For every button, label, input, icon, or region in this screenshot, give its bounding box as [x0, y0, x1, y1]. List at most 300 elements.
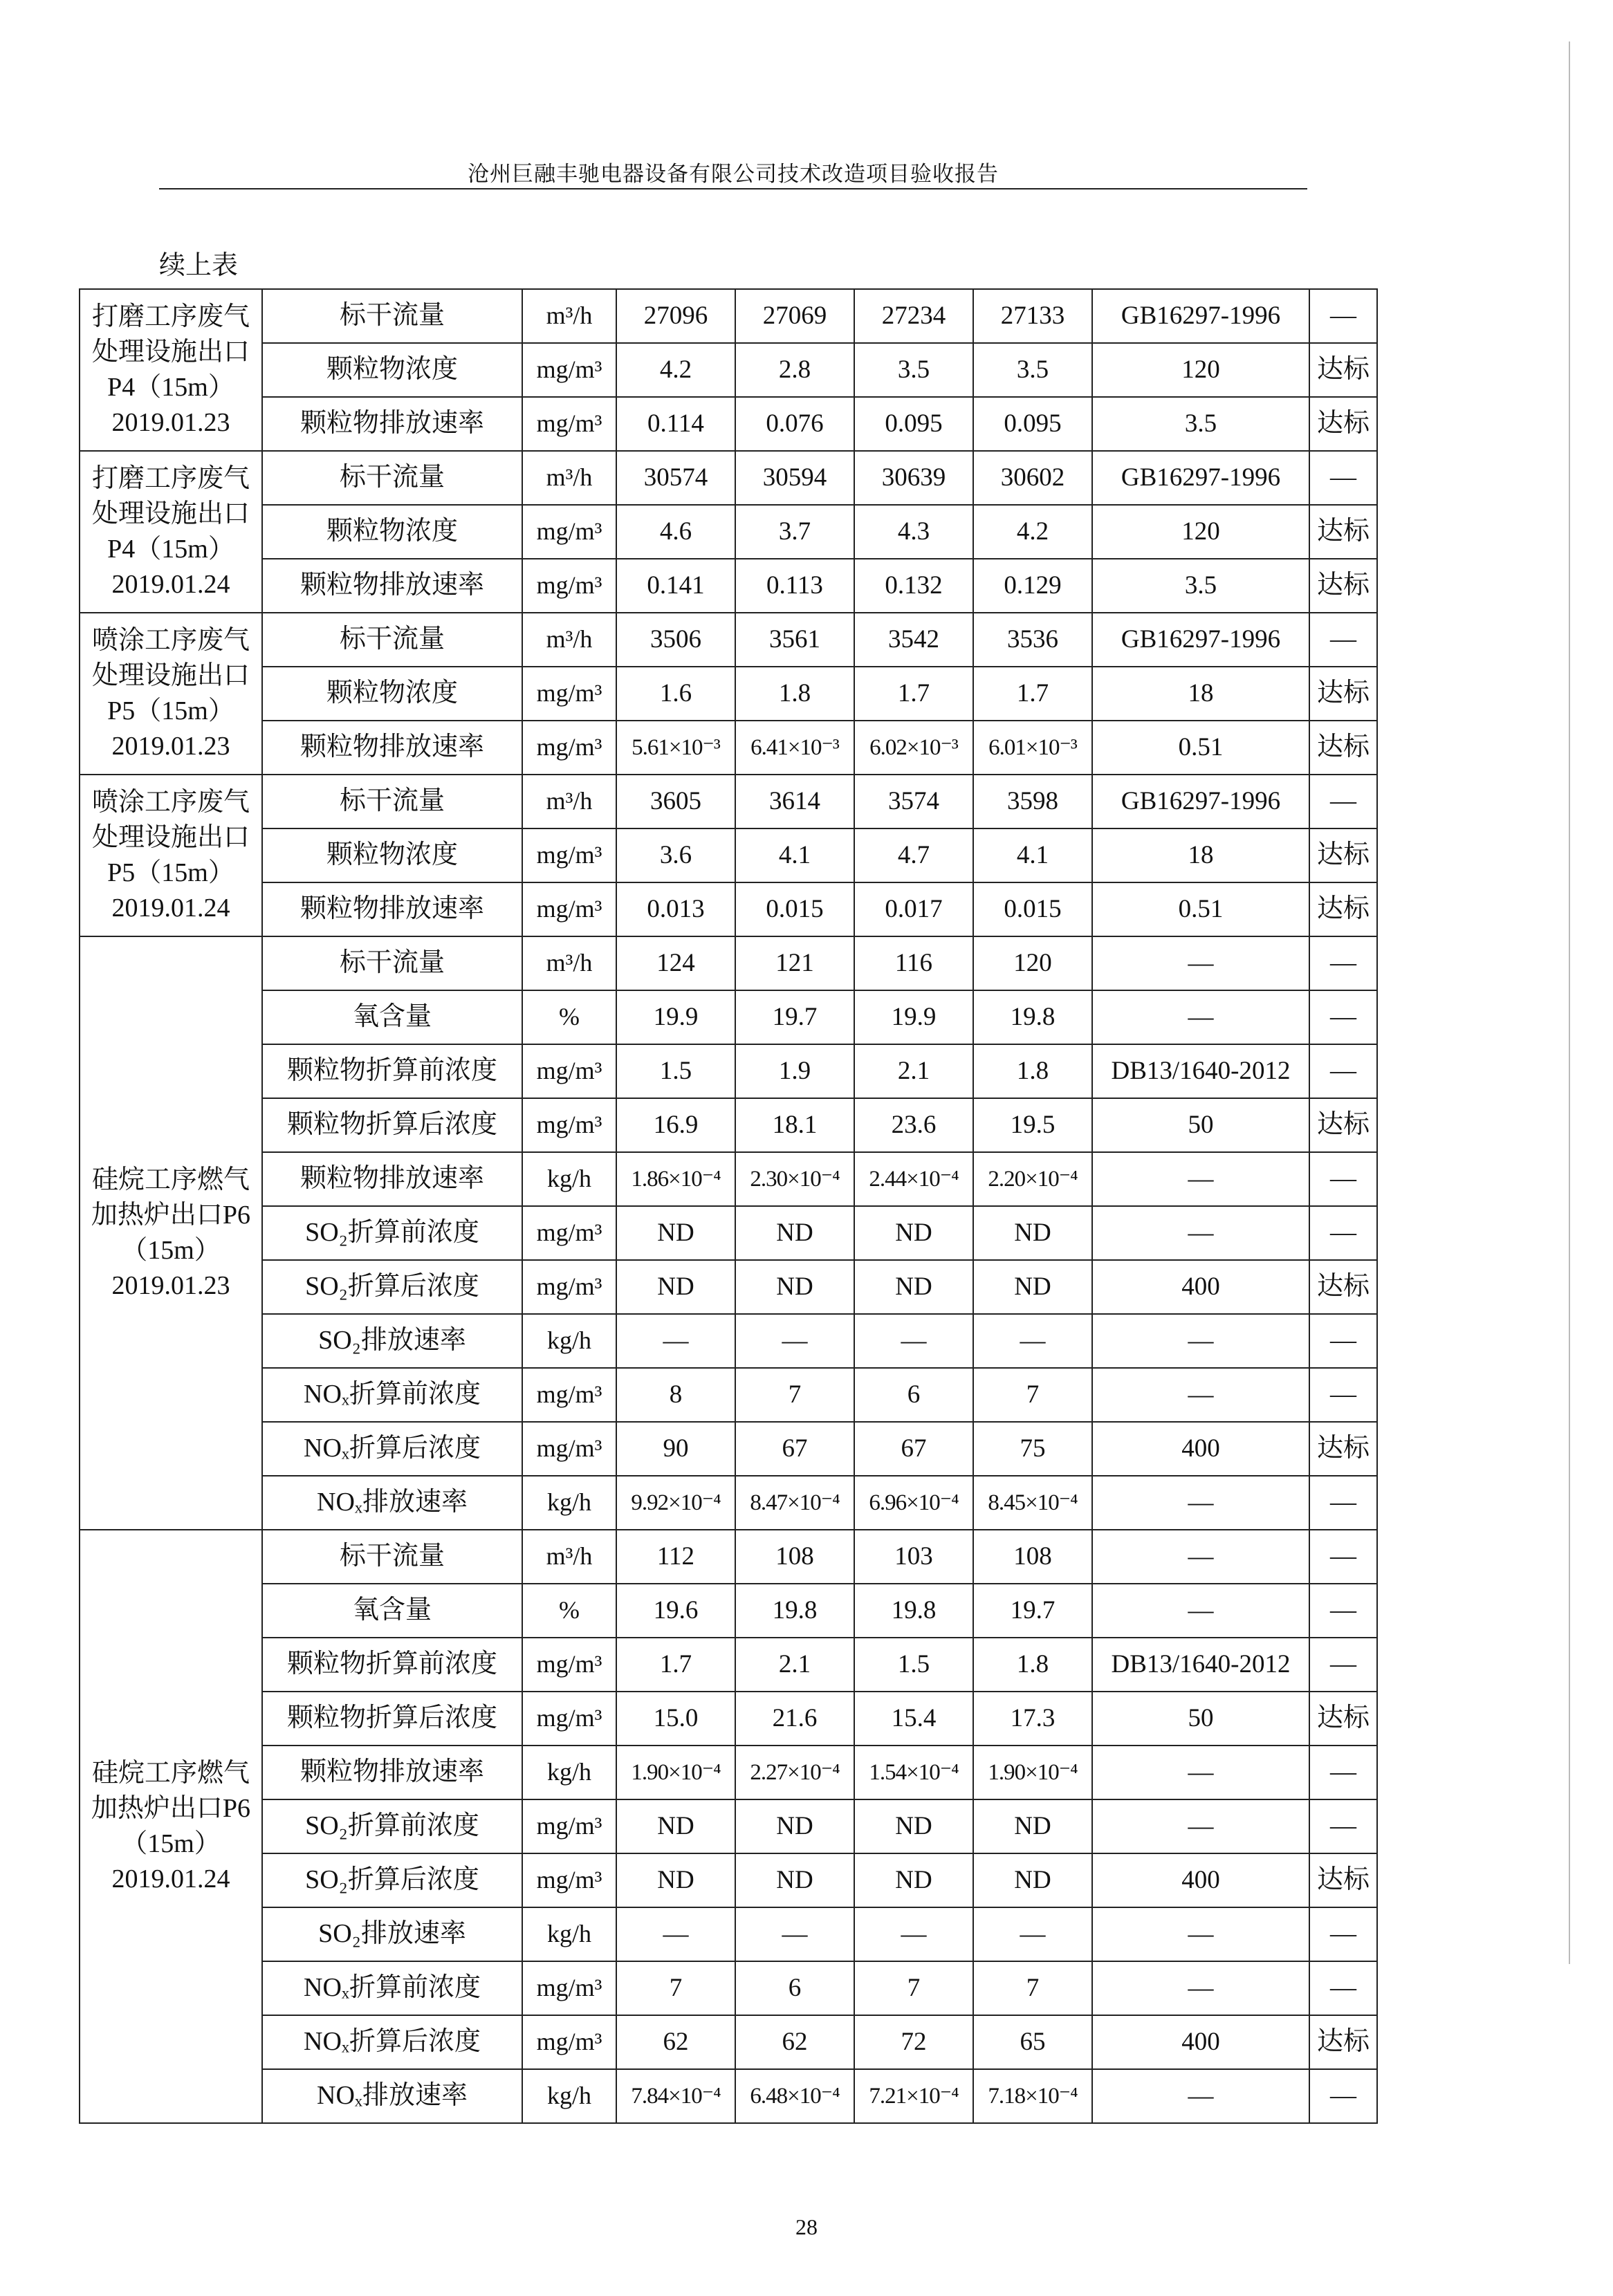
measured-value-cell: 18.1: [735, 1098, 854, 1152]
monitoring-item-cell: 颗粒物排放速率: [262, 1152, 522, 1206]
monitoring-location-cell: 硅烷工序燃气加热炉出口P6（15m）2019.01.24: [80, 1530, 262, 2123]
measured-value-cell: 7.84×10⁻⁴: [616, 2069, 735, 2123]
table-row: [80, 1961, 1377, 2015]
unit-cell: mg/m³: [522, 721, 616, 775]
measured-value-cell: ND: [973, 1260, 1092, 1314]
standard-limit-cell: GB16297-1996: [1092, 775, 1309, 828]
standard-limit-cell: —: [1092, 1206, 1309, 1260]
unit-cell: mg/m³: [522, 1422, 616, 1476]
measured-value-cell: 19.8: [854, 1584, 973, 1638]
table-row: [80, 1044, 1377, 1098]
table-row: [80, 775, 1377, 828]
measured-value-cell: 0.113: [735, 559, 854, 613]
measured-value-cell: ND: [735, 1799, 854, 1853]
unit-cell: kg/h: [522, 2069, 616, 2123]
standard-limit-cell: 50: [1092, 1098, 1309, 1152]
monitoring-item-cell: 颗粒物排放速率: [262, 882, 522, 936]
measured-value-cell: 0.013: [616, 882, 735, 936]
result-cell: —: [1309, 451, 1377, 505]
unit-cell: mg/m³: [522, 1638, 616, 1692]
measured-value-cell: ND: [973, 1799, 1092, 1853]
result-cell: 达标: [1309, 882, 1377, 936]
result-cell: 达标: [1309, 1098, 1377, 1152]
monitoring-item-cell: 氧含量: [262, 1584, 522, 1638]
standard-limit-cell: DB13/1640-2012: [1092, 1638, 1309, 1692]
monitoring-item-cell: SO₂排放速率: [262, 1907, 522, 1961]
measured-value-cell: 1.54×10⁻⁴: [854, 1746, 973, 1799]
table-row: [80, 1422, 1377, 1476]
monitoring-item-cell: 颗粒物排放速率: [262, 397, 522, 451]
monitoring-item-cell: NOₓ折算后浓度: [262, 1422, 522, 1476]
result-cell: —: [1309, 613, 1377, 667]
unit-cell: mg/m³: [522, 1044, 616, 1098]
table-row: [80, 2069, 1377, 2123]
measured-value-cell: 3.6: [616, 828, 735, 882]
measured-value-cell: 7.21×10⁻⁴: [854, 2069, 973, 2123]
result-cell: —: [1309, 990, 1377, 1044]
monitoring-item-cell: 颗粒物浓度: [262, 343, 522, 397]
monitoring-item-cell: SO₂折算后浓度: [262, 1853, 522, 1907]
measured-value-cell: 7.18×10⁻⁴: [973, 2069, 1092, 2123]
unit-cell: mg/m³: [522, 2015, 616, 2069]
measured-value-cell: 103: [854, 1530, 973, 1584]
measured-value-cell: 116: [854, 936, 973, 990]
table-row: [80, 990, 1377, 1044]
unit-cell: m³/h: [522, 451, 616, 505]
monitoring-item-cell: 颗粒物折算后浓度: [262, 1098, 522, 1152]
unit-cell: m³/h: [522, 1530, 616, 1584]
monitoring-item-cell: 颗粒物排放速率: [262, 1746, 522, 1799]
monitoring-item-cell: 标干流量: [262, 451, 522, 505]
standard-limit-cell: 120: [1092, 505, 1309, 559]
result-cell: —: [1309, 2069, 1377, 2123]
monitoring-item-cell: 标干流量: [262, 775, 522, 828]
measured-value-cell: ND: [973, 1853, 1092, 1907]
measured-value-cell: 7: [854, 1961, 973, 2015]
measured-value-cell: 0.095: [973, 397, 1092, 451]
measured-value-cell: 3574: [854, 775, 973, 828]
unit-cell: mg/m³: [522, 1799, 616, 1853]
monitoring-item-cell: SO₂排放速率: [262, 1314, 522, 1368]
measured-value-cell: 2.30×10⁻⁴: [735, 1152, 854, 1206]
measured-value-cell: 19.6: [616, 1584, 735, 1638]
measured-value-cell: 112: [616, 1530, 735, 1584]
result-cell: —: [1309, 936, 1377, 990]
measured-value-cell: ND: [735, 1260, 854, 1314]
measured-value-cell: 27234: [854, 289, 973, 343]
unit-cell: mg/m³: [522, 1368, 616, 1422]
result-cell: —: [1309, 1044, 1377, 1098]
monitoring-item-cell: NOₓ排放速率: [262, 2069, 522, 2123]
monitoring-item-cell: 氧含量: [262, 990, 522, 1044]
measured-value-cell: 6: [735, 1961, 854, 2015]
measured-value-cell: 3542: [854, 613, 973, 667]
measured-value-cell: 27096: [616, 289, 735, 343]
measured-value-cell: 1.5: [616, 1044, 735, 1098]
measured-value-cell: 65: [973, 2015, 1092, 2069]
measured-value-cell: 30594: [735, 451, 854, 505]
result-cell: 达标: [1309, 559, 1377, 613]
measured-value-cell: 19.5: [973, 1098, 1092, 1152]
standard-limit-cell: 400: [1092, 1853, 1309, 1907]
measured-value-cell: 15.0: [616, 1692, 735, 1746]
table-body: [80, 289, 1377, 2123]
result-cell: 达标: [1309, 828, 1377, 882]
measured-value-cell: 0.015: [973, 882, 1092, 936]
table-row: [80, 289, 1377, 343]
measured-value-cell: 4.6: [616, 505, 735, 559]
result-cell: —: [1309, 1638, 1377, 1692]
measured-value-cell: 0.141: [616, 559, 735, 613]
measured-value-cell: 2.27×10⁻⁴: [735, 1746, 854, 1799]
result-cell: 达标: [1309, 397, 1377, 451]
standard-limit-cell: GB16297-1996: [1092, 451, 1309, 505]
measured-value-cell: 4.3: [854, 505, 973, 559]
measured-value-cell: 3598: [973, 775, 1092, 828]
table-row: [80, 451, 1377, 505]
measured-value-cell: 3536: [973, 613, 1092, 667]
report-header-title: 沧州巨融丰驰电器设备有限公司技术改造项目验收报告: [468, 162, 999, 186]
measured-value-cell: 0.095: [854, 397, 973, 451]
standard-limit-cell: 400: [1092, 1260, 1309, 1314]
monitoring-item-cell: NOₓ折算后浓度: [262, 2015, 522, 2069]
table-row: [80, 1853, 1377, 1907]
result-cell: —: [1309, 1746, 1377, 1799]
standard-limit-cell: 120: [1092, 343, 1309, 397]
table-row: [80, 1530, 1377, 1584]
measured-value-cell: 19.8: [973, 990, 1092, 1044]
table-row: [80, 721, 1377, 775]
result-cell: 达标: [1309, 1260, 1377, 1314]
measured-value-cell: 8.47×10⁻⁴: [735, 1476, 854, 1530]
measured-value-cell: 1.90×10⁻⁴: [616, 1746, 735, 1799]
measured-value-cell: 1.7: [973, 667, 1092, 721]
monitoring-item-cell: SO₂折算前浓度: [262, 1206, 522, 1260]
measured-value-cell: —: [735, 1907, 854, 1961]
unit-cell: m³/h: [522, 936, 616, 990]
table-row: [80, 1692, 1377, 1746]
table-row: [80, 1638, 1377, 1692]
unit-cell: kg/h: [522, 1907, 616, 1961]
table-row: [80, 343, 1377, 397]
measured-value-cell: 8.45×10⁻⁴: [973, 1476, 1092, 1530]
measured-value-cell: 8: [616, 1368, 735, 1422]
measured-value-cell: 19.8: [735, 1584, 854, 1638]
measured-value-cell: 6.41×10⁻³: [735, 721, 854, 775]
monitoring-item-cell: 标干流量: [262, 289, 522, 343]
measured-value-cell: 30574: [616, 451, 735, 505]
measured-value-cell: ND: [616, 1853, 735, 1907]
measured-value-cell: 3.7: [735, 505, 854, 559]
monitoring-item-cell: SO₂折算前浓度: [262, 1799, 522, 1853]
measured-value-cell: 3.5: [973, 343, 1092, 397]
unit-cell: mg/m³: [522, 559, 616, 613]
measured-value-cell: 19.7: [973, 1584, 1092, 1638]
measured-value-cell: —: [616, 1314, 735, 1368]
result-cell: 达标: [1309, 343, 1377, 397]
measured-value-cell: —: [616, 1907, 735, 1961]
unit-cell: kg/h: [522, 1746, 616, 1799]
measured-value-cell: ND: [735, 1853, 854, 1907]
measured-value-cell: 0.132: [854, 559, 973, 613]
measured-value-cell: 120: [973, 936, 1092, 990]
monitoring-item-cell: 颗粒物排放速率: [262, 559, 522, 613]
standard-limit-cell: —: [1092, 936, 1309, 990]
unit-cell: kg/h: [522, 1476, 616, 1530]
table-continued-caption: 续上表: [159, 251, 239, 280]
measured-value-cell: 9.92×10⁻⁴: [616, 1476, 735, 1530]
measured-value-cell: 1.8: [973, 1638, 1092, 1692]
unit-cell: kg/h: [522, 1152, 616, 1206]
monitoring-item-cell: 颗粒物折算前浓度: [262, 1638, 522, 1692]
unit-cell: mg/m³: [522, 1961, 616, 2015]
standard-limit-cell: —: [1092, 1584, 1309, 1638]
result-cell: —: [1309, 1907, 1377, 1961]
table-row: [80, 1799, 1377, 1853]
unit-cell: m³/h: [522, 775, 616, 828]
measured-value-cell: 5.61×10⁻³: [616, 721, 735, 775]
measured-value-cell: 6.48×10⁻⁴: [735, 2069, 854, 2123]
monitoring-item-cell: 标干流量: [262, 1530, 522, 1584]
unit-cell: mg/m³: [522, 667, 616, 721]
measured-value-cell: 0.015: [735, 882, 854, 936]
result-cell: —: [1309, 1799, 1377, 1853]
measured-value-cell: 75: [973, 1422, 1092, 1476]
standard-limit-cell: 18: [1092, 828, 1309, 882]
monitoring-location-cell: 喷涂工序废气处理设施出口P5（15m）2019.01.24: [80, 775, 262, 936]
table-row: [80, 397, 1377, 451]
scan-margin-line: [1569, 41, 1570, 1964]
measured-value-cell: 7: [735, 1368, 854, 1422]
measured-value-cell: —: [854, 1314, 973, 1368]
measured-value-cell: 3561: [735, 613, 854, 667]
table-row: [80, 1206, 1377, 1260]
table-row: [80, 1746, 1377, 1799]
result-cell: 达标: [1309, 721, 1377, 775]
measured-value-cell: 4.2: [973, 505, 1092, 559]
standard-limit-cell: 18: [1092, 667, 1309, 721]
unit-cell: mg/m³: [522, 828, 616, 882]
measured-value-cell: 4.1: [973, 828, 1092, 882]
monitoring-item-cell: 标干流量: [262, 936, 522, 990]
measured-value-cell: 124: [616, 936, 735, 990]
monitoring-item-cell: 标干流量: [262, 613, 522, 667]
monitoring-item-cell: SO₂折算后浓度: [262, 1260, 522, 1314]
standard-limit-cell: —: [1092, 1799, 1309, 1853]
page-number: 28: [795, 2214, 818, 2239]
measured-value-cell: 7: [973, 1368, 1092, 1422]
measured-value-cell: 3605: [616, 775, 735, 828]
unit-cell: m³/h: [522, 613, 616, 667]
emission-monitoring-table: [79, 288, 1378, 2124]
measured-value-cell: ND: [616, 1799, 735, 1853]
monitoring-item-cell: 颗粒物折算前浓度: [262, 1044, 522, 1098]
measured-value-cell: 108: [735, 1530, 854, 1584]
measured-value-cell: 1.7: [616, 1638, 735, 1692]
result-cell: —: [1309, 1314, 1377, 1368]
measured-value-cell: 1.9: [735, 1044, 854, 1098]
standard-limit-cell: —: [1092, 1907, 1309, 1961]
measured-value-cell: 27133: [973, 289, 1092, 343]
standard-limit-cell: —: [1092, 1530, 1309, 1584]
measured-value-cell: 15.4: [854, 1692, 973, 1746]
measured-value-cell: 3.5: [854, 343, 973, 397]
measured-value-cell: ND: [973, 1206, 1092, 1260]
measured-value-cell: ND: [616, 1260, 735, 1314]
measured-value-cell: ND: [616, 1206, 735, 1260]
table-row: [80, 1584, 1377, 1638]
table-row: [80, 559, 1377, 613]
table-row: [80, 882, 1377, 936]
monitoring-location-cell: 打磨工序废气处理设施出口P4（15m）2019.01.24: [80, 451, 262, 613]
measured-value-cell: 6: [854, 1368, 973, 1422]
measured-value-cell: 1.8: [735, 667, 854, 721]
measured-value-cell: 7: [616, 1961, 735, 2015]
measured-value-cell: 1.86×10⁻⁴: [616, 1152, 735, 1206]
result-cell: 达标: [1309, 505, 1377, 559]
standard-limit-cell: 3.5: [1092, 559, 1309, 613]
unit-cell: mg/m³: [522, 1206, 616, 1260]
header-rule: [159, 188, 1307, 189]
monitoring-item-cell: 颗粒物浓度: [262, 828, 522, 882]
standard-limit-cell: —: [1092, 2069, 1309, 2123]
measured-value-cell: 62: [735, 2015, 854, 2069]
result-cell: 达标: [1309, 2015, 1377, 2069]
standard-limit-cell: —: [1092, 1368, 1309, 1422]
unit-cell: mg/m³: [522, 1692, 616, 1746]
table-row: [80, 613, 1377, 667]
measured-value-cell: 67: [735, 1422, 854, 1476]
measured-value-cell: 30639: [854, 451, 973, 505]
result-cell: —: [1309, 775, 1377, 828]
measured-value-cell: 0.017: [854, 882, 973, 936]
measured-value-cell: 4.2: [616, 343, 735, 397]
result-cell: —: [1309, 1476, 1377, 1530]
measured-value-cell: 4.7: [854, 828, 973, 882]
standard-limit-cell: —: [1092, 1746, 1309, 1799]
result-cell: —: [1309, 1152, 1377, 1206]
result-cell: 达标: [1309, 1422, 1377, 1476]
monitoring-item-cell: NOₓ排放速率: [262, 1476, 522, 1530]
measured-value-cell: 1.5: [854, 1638, 973, 1692]
standard-limit-cell: —: [1092, 990, 1309, 1044]
measured-value-cell: 108: [973, 1530, 1092, 1584]
standard-limit-cell: GB16297-1996: [1092, 289, 1309, 343]
measured-value-cell: 27069: [735, 289, 854, 343]
result-cell: —: [1309, 1206, 1377, 1260]
table-row: [80, 828, 1377, 882]
unit-cell: m³/h: [522, 289, 616, 343]
unit-cell: mg/m³: [522, 1098, 616, 1152]
measured-value-cell: 6.01×10⁻³: [973, 721, 1092, 775]
monitoring-location-cell: 打磨工序废气处理设施出口P4（15m）2019.01.23: [80, 289, 262, 451]
unit-cell: mg/m³: [522, 397, 616, 451]
measured-value-cell: 2.44×10⁻⁴: [854, 1152, 973, 1206]
table-row: [80, 1476, 1377, 1530]
standard-limit-cell: 0.51: [1092, 882, 1309, 936]
measured-value-cell: 0.129: [973, 559, 1092, 613]
measured-value-cell: 7: [973, 1961, 1092, 2015]
monitoring-location-cell: 喷涂工序废气处理设施出口P5（15m）2019.01.23: [80, 613, 262, 775]
table-row: [80, 1368, 1377, 1422]
measured-value-cell: ND: [854, 1853, 973, 1907]
table-row: [80, 667, 1377, 721]
result-cell: 达标: [1309, 1853, 1377, 1907]
result-cell: —: [1309, 1368, 1377, 1422]
standard-limit-cell: 50: [1092, 1692, 1309, 1746]
unit-cell: mg/m³: [522, 1260, 616, 1314]
monitoring-item-cell: 颗粒物浓度: [262, 505, 522, 559]
measured-value-cell: 17.3: [973, 1692, 1092, 1746]
measured-value-cell: 19.9: [854, 990, 973, 1044]
result-cell: —: [1309, 1961, 1377, 2015]
measured-value-cell: —: [973, 1907, 1092, 1961]
result-cell: —: [1309, 289, 1377, 343]
measured-value-cell: 1.7: [854, 667, 973, 721]
measured-value-cell: 19.9: [616, 990, 735, 1044]
measured-value-cell: 121: [735, 936, 854, 990]
measured-value-cell: 6.96×10⁻⁴: [854, 1476, 973, 1530]
measured-value-cell: 67: [854, 1422, 973, 1476]
standard-limit-cell: GB16297-1996: [1092, 613, 1309, 667]
unit-cell: mg/m³: [522, 1853, 616, 1907]
standard-limit-cell: —: [1092, 1152, 1309, 1206]
unit-cell: %: [522, 1584, 616, 1638]
table-row: [80, 2015, 1377, 2069]
table-row: [80, 1260, 1377, 1314]
table-row: [80, 1152, 1377, 1206]
measured-value-cell: 2.1: [854, 1044, 973, 1098]
measured-value-cell: 1.90×10⁻⁴: [973, 1746, 1092, 1799]
monitoring-item-cell: 颗粒物排放速率: [262, 721, 522, 775]
standard-limit-cell: —: [1092, 1314, 1309, 1368]
measured-value-cell: 3506: [616, 613, 735, 667]
standard-limit-cell: —: [1092, 1961, 1309, 2015]
measured-value-cell: ND: [854, 1206, 973, 1260]
result-cell: 达标: [1309, 667, 1377, 721]
measured-value-cell: 21.6: [735, 1692, 854, 1746]
unit-cell: kg/h: [522, 1314, 616, 1368]
result-cell: —: [1309, 1530, 1377, 1584]
measured-value-cell: 2.1: [735, 1638, 854, 1692]
measured-value-cell: 2.20×10⁻⁴: [973, 1152, 1092, 1206]
measured-value-cell: 19.7: [735, 990, 854, 1044]
measured-value-cell: 23.6: [854, 1098, 973, 1152]
unit-cell: mg/m³: [522, 505, 616, 559]
unit-cell: %: [522, 990, 616, 1044]
table-row: [80, 1907, 1377, 1961]
unit-cell: mg/m³: [522, 343, 616, 397]
measured-value-cell: 90: [616, 1422, 735, 1476]
monitoring-item-cell: NOₓ折算前浓度: [262, 1961, 522, 2015]
standard-limit-cell: 3.5: [1092, 397, 1309, 451]
standard-limit-cell: 400: [1092, 1422, 1309, 1476]
standard-limit-cell: 400: [1092, 2015, 1309, 2069]
monitoring-item-cell: 颗粒物浓度: [262, 667, 522, 721]
monitoring-item-cell: NOₓ折算前浓度: [262, 1368, 522, 1422]
standard-limit-cell: —: [1092, 1476, 1309, 1530]
measured-value-cell: —: [854, 1907, 973, 1961]
measured-value-cell: 16.9: [616, 1098, 735, 1152]
measured-value-cell: 30602: [973, 451, 1092, 505]
table-row: [80, 1314, 1377, 1368]
standard-limit-cell: 0.51: [1092, 721, 1309, 775]
unit-cell: mg/m³: [522, 882, 616, 936]
measured-value-cell: ND: [854, 1260, 973, 1314]
measured-value-cell: ND: [735, 1206, 854, 1260]
measured-value-cell: 0.114: [616, 397, 735, 451]
monitoring-item-cell: 颗粒物折算后浓度: [262, 1692, 522, 1746]
